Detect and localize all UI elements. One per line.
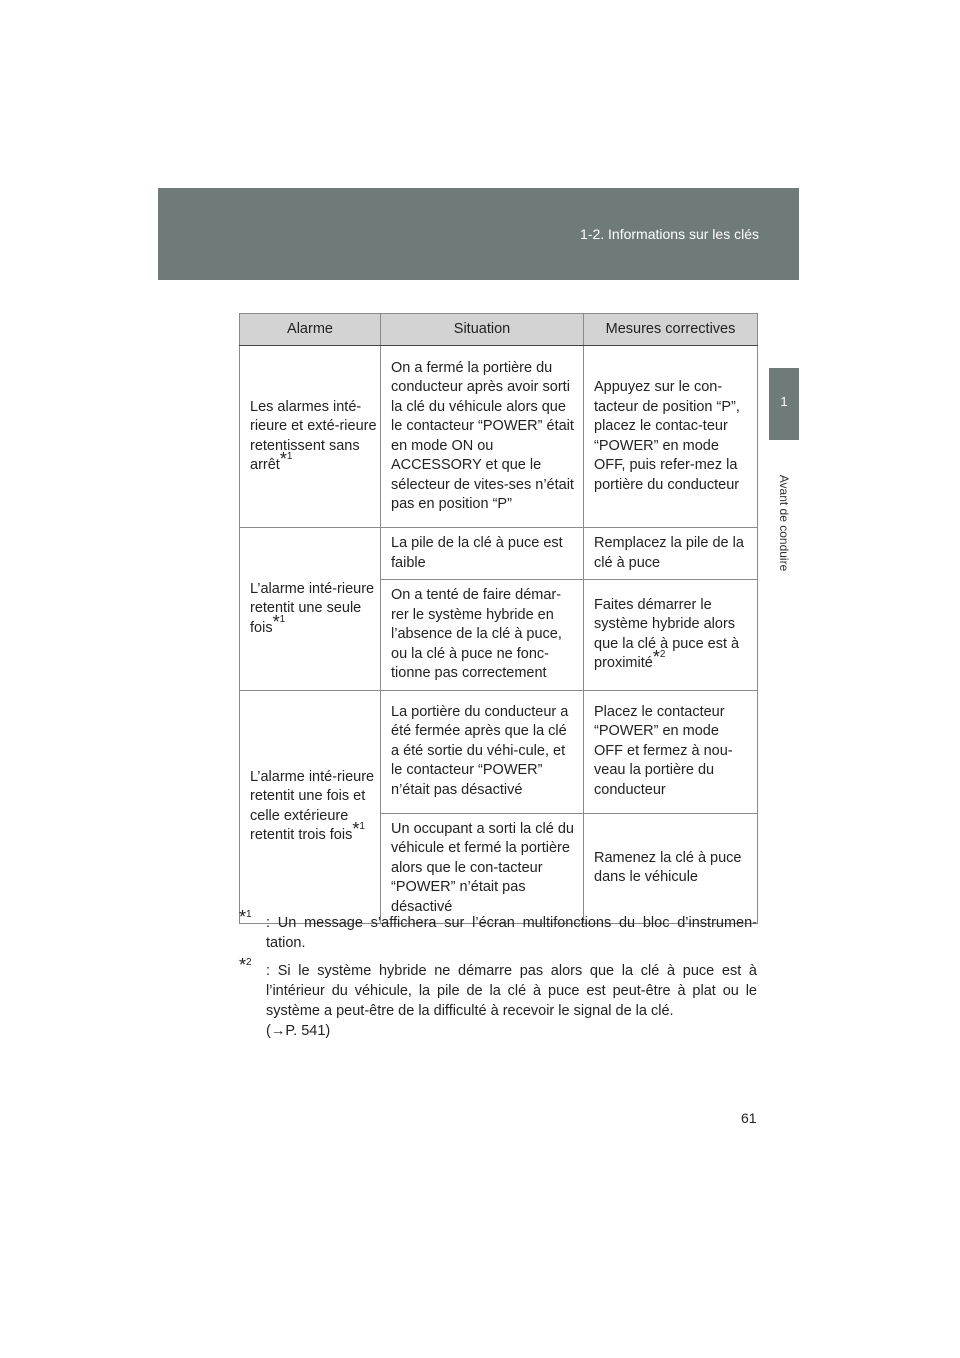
measure-cell: Remplacez la pile de la clé à puce <box>584 528 758 580</box>
footnote-ref: *1 <box>352 819 365 840</box>
table-row <box>240 346 758 528</box>
alarm-cell: L’alarme inté-rieure retentit une fois et celle extérieure retentit trois fois$^{*^1}$ <box>240 690 381 924</box>
footnote-ref: *1 <box>272 611 286 632</box>
footnote-text: : Si le système hybride ne démarre pas alors que la clé à puce est à l’intérieur du véhicule, la pile de la clé à puce est peut-être à plat ou le système a peut-être de la difficulté à recevoir le signal de la clé. <box>266 963 757 1019</box>
footnote-1 <box>239 907 757 953</box>
measure-cell: Ramenez la clé à puce dans le véhicule <box>584 813 758 924</box>
footnote-marker: *2 <box>239 955 252 975</box>
footnote-ref: *1 <box>279 449 293 469</box>
measure-cell: Appuyez sur le con-tacteur de position “P”, placez le contac-teur “POWER” en mode OFF, puis refer-mez la portière du conducteur <box>584 346 758 528</box>
measure-cell: Faites démarrer le système hybride alors que la clé à puce est à proximité$^{*^2}$ <box>584 580 758 691</box>
table-row <box>240 690 758 813</box>
column-header: Alarme <box>240 314 381 346</box>
table-header-row <box>240 314 758 346</box>
situation-cell: La portière du conducteur a été fermée après que la clé a été sortie du véhi-cule, et le contacteur “POWER” n’était pas désactivé <box>381 690 584 813</box>
situation-cell: On a tenté de faire démar-rer le système hybride en l’absence de la clé à puce, ou la clé à puce ne fonc-tionne pas correctement <box>381 580 584 691</box>
situation-cell: La pile de la clé à puce est faible <box>381 528 584 580</box>
alarm-table <box>239 313 758 924</box>
footnote-ref: *2 <box>652 647 666 668</box>
measure-cell: Placez le contacteur “POWER” en mode OFF et fermez à nou-veau la portière du conducteur <box>584 690 758 813</box>
situation-cell: Un occupant a sorti la clé du véhicule et fermé la portière alors que le con-tacteur “POWER” n’était pas désactivé <box>381 813 584 924</box>
page-reference-link[interactable]: P. 541 <box>285 1023 326 1039</box>
alarm-cell: Les alarmes inté-rieure et exté-rieure retentissent sans arrêt$^{*^1}$ <box>240 346 381 528</box>
section-title: 1-2. Informations sur les clés <box>580 226 759 242</box>
footnote-2: $^{*^2}$ : Si le système hybride ne démarre pas alors que la clé à puce est à l’intérieur du véhicule, la pile de la clé à puce est peut-être à plat ou le système a peut-être de la difficulté à recevoir le signal de la clé. (→P. 541) <box>239 955 757 1039</box>
chapter-label-text: Avant de conduire <box>777 474 791 571</box>
arrow-icon: → <box>270 1023 286 1039</box>
section-header-band <box>158 188 799 280</box>
column-header: Mesures correctives <box>584 314 758 346</box>
table-row <box>240 528 758 580</box>
chapter-label <box>768 455 800 590</box>
column-header: Situation <box>381 314 584 346</box>
page-number: 61 <box>741 1110 757 1126</box>
chapter-number: 1 <box>780 394 788 409</box>
footnote-marker: *1 <box>239 907 252 927</box>
footnote-text: : Un message s’affichera sur l’écran multifonctions du bloc d’instrumen-tation. <box>266 915 757 951</box>
footnotes <box>239 907 757 1049</box>
alarm-cell: L’alarme inté-rieure retentit une seule fois$^{*^1}$ <box>240 528 381 691</box>
situation-cell: On a fermé la portière du conducteur après avoir sorti la clé du véhicule alors que le contacteur “POWER” était en mode ON ou ACCESSORY et que le sélecteur de vites-ses n’était pas en position “P” <box>381 346 584 528</box>
chapter-tab[interactable] <box>769 368 799 440</box>
